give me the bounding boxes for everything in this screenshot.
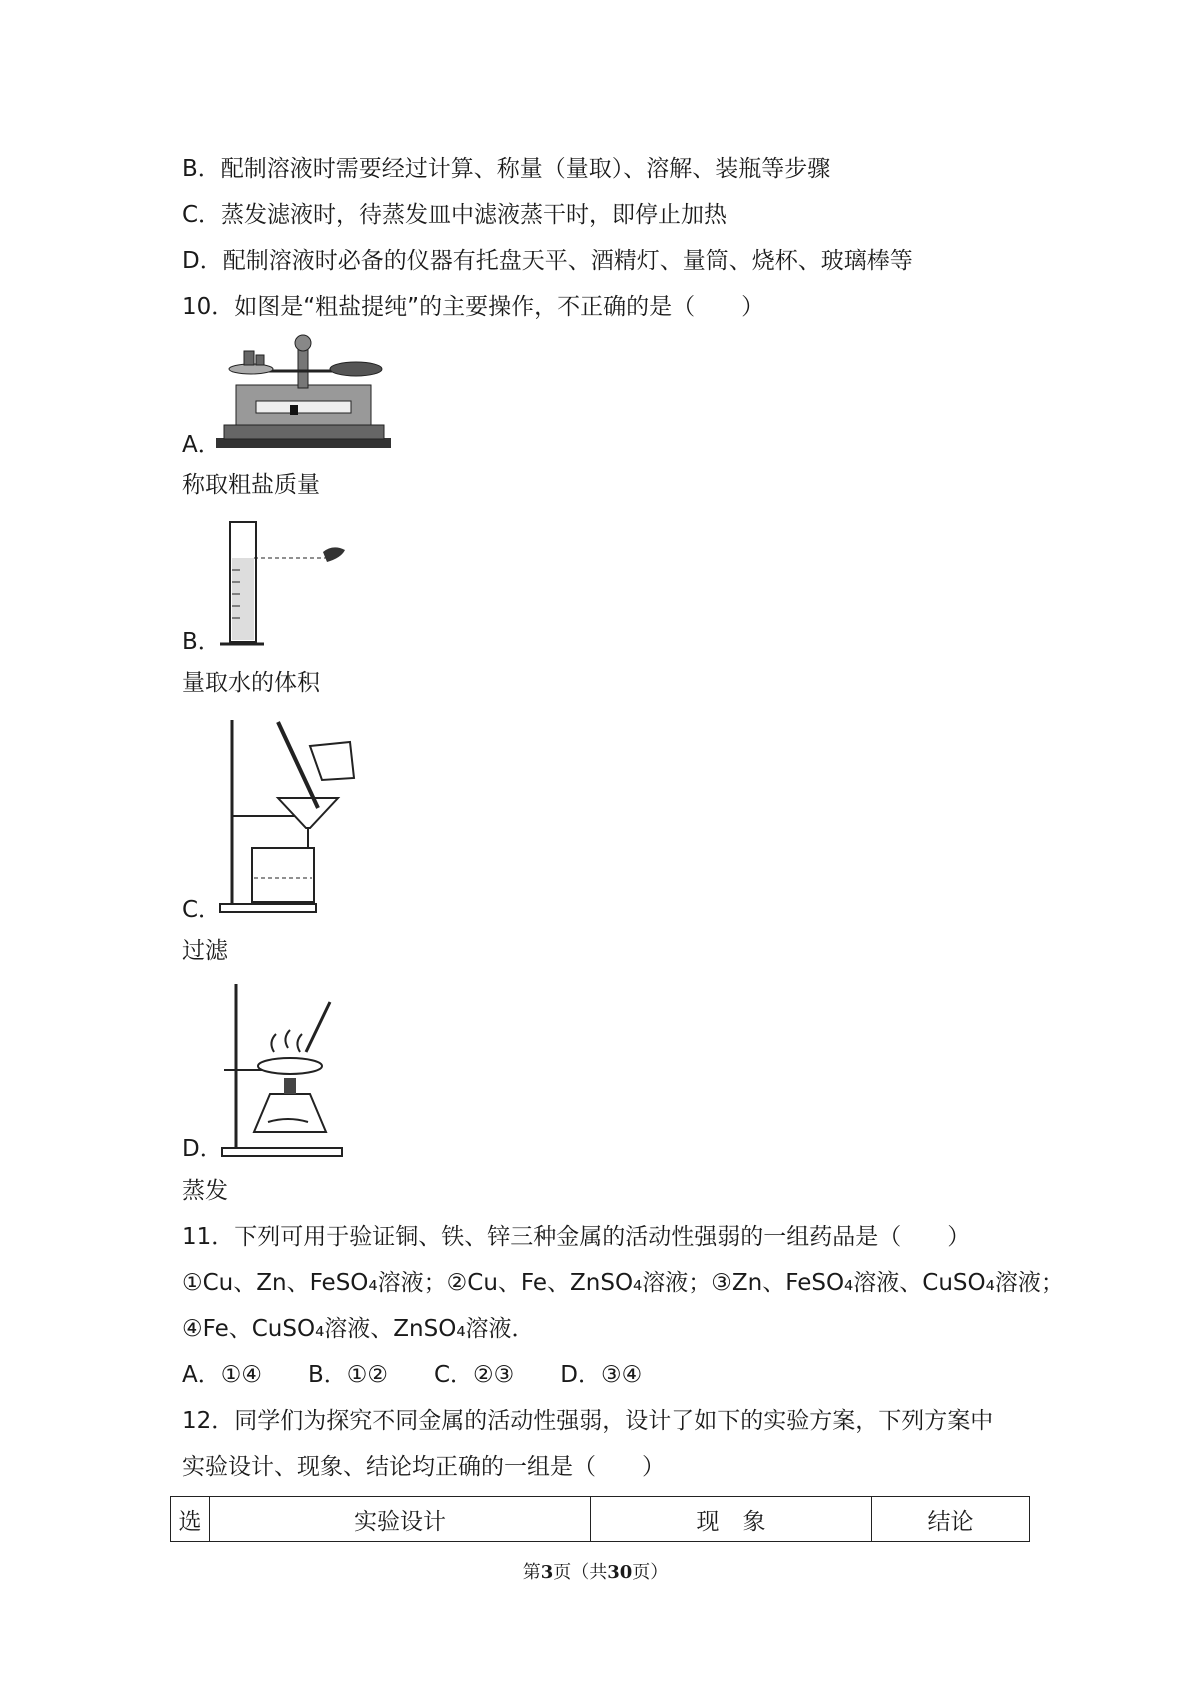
balance-figure bbox=[216, 333, 396, 453]
footer-page-number: 3 bbox=[540, 1562, 554, 1583]
evaporation-figure bbox=[218, 982, 368, 1162]
q9-option-d: D．配制溶液时必备的仪器有托盘天平、酒精灯、量筒、烧杯、玻璃棒等 bbox=[182, 248, 913, 274]
footer-total-pages: 30 bbox=[607, 1562, 633, 1583]
option-a-letter: A． bbox=[182, 432, 221, 458]
q12-stem-line2: 实验设计、现象、结论均正确的一组是（ ） bbox=[182, 1454, 665, 1480]
q12-table bbox=[170, 1496, 1030, 1542]
footer-prefix: 第 bbox=[522, 1562, 541, 1583]
q10-stem: 10．如图是“粗盐提纯”的主要操作，不正确的是（ ） bbox=[182, 294, 765, 320]
option-d-letter: D． bbox=[182, 1136, 223, 1162]
table-header-row bbox=[171, 1497, 1030, 1542]
q9-option-c: C．蒸发滤液时，待蒸发皿中滤液蒸干时，即停止加热 bbox=[182, 202, 728, 228]
q11-stem: 11．下列可用于验证铜、铁、锌三种金属的活动性强弱的一组药品是（ ） bbox=[182, 1224, 971, 1250]
q9-option-b: B．配制溶液时需要经过计算、称量（量取）、溶解、装瓶等步骤 bbox=[182, 156, 831, 182]
q11-items-line2: ④Fe、CuSO₄溶液、ZnSO₄溶液． bbox=[182, 1316, 535, 1342]
table-header-cell: 实验设计 bbox=[210, 1497, 591, 1542]
filtration-figure bbox=[218, 718, 368, 918]
option-a-caption: 称取粗盐质量 bbox=[182, 472, 320, 498]
q12-stem-line1: 12．同学们为探究不同金属的活动性强弱，设计了如下的实验方案，下列方案中 bbox=[182, 1408, 994, 1434]
option-d-caption: 蒸发 bbox=[182, 1178, 228, 1204]
footer-mid: 页（共 bbox=[553, 1562, 608, 1583]
option-b-letter: B． bbox=[182, 629, 221, 655]
table-header-cell: 结论 bbox=[872, 1497, 1030, 1542]
table-header-cell: 选 bbox=[171, 1497, 210, 1542]
q11-choices: A．①④ B．①② C．②③ D．③④ bbox=[182, 1362, 643, 1388]
graduated-cylinder-figure bbox=[218, 520, 358, 650]
option-c-caption: 过滤 bbox=[182, 938, 228, 964]
footer-suffix: 页） bbox=[632, 1562, 669, 1583]
option-c-letter: C． bbox=[182, 897, 222, 923]
q11-items-line1: ①Cu、Zn、FeSO₄溶液；②Cu、Fe、ZnSO₄溶液；③Zn、FeSO₄溶液、CuSO₄溶液； bbox=[182, 1270, 1064, 1296]
page-footer bbox=[0, 1558, 1191, 1584]
table-header-cell: 现 象 bbox=[591, 1497, 872, 1542]
option-b-caption: 量取水的体积 bbox=[182, 670, 320, 696]
